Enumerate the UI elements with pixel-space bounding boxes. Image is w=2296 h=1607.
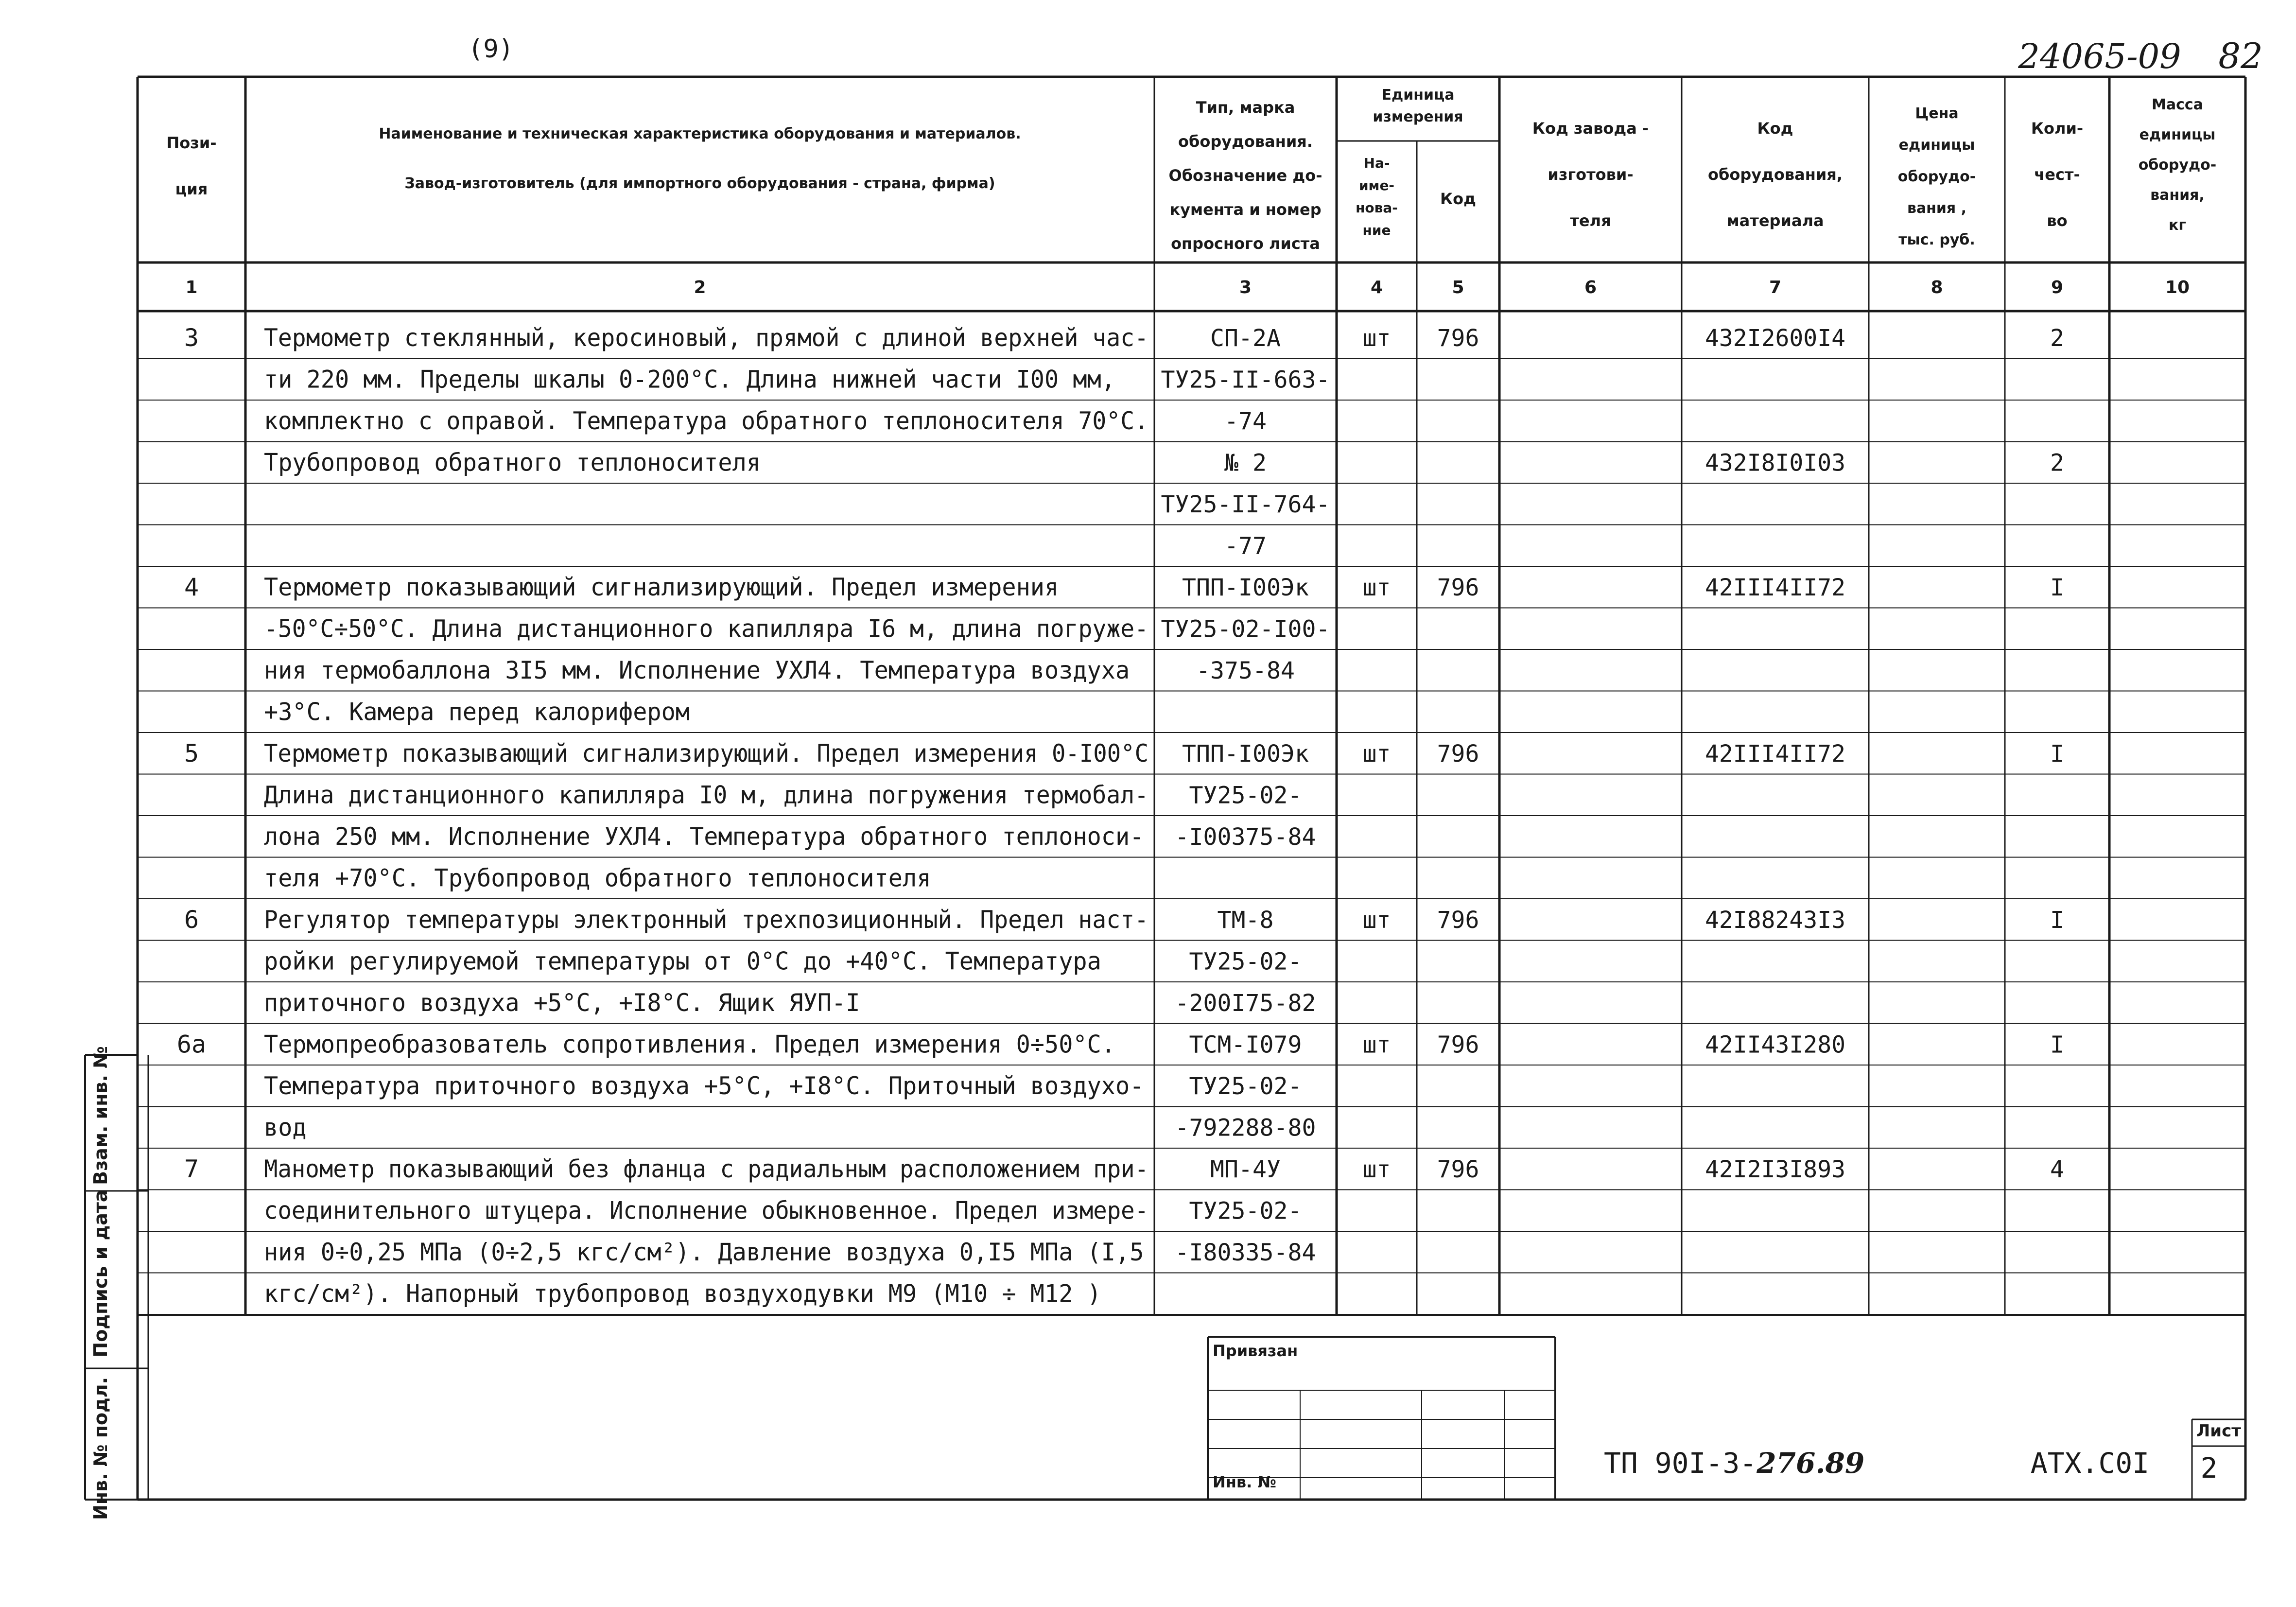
cell-name: комплектно с оправой. Температура обратного теплоносителя 70°С.	[264, 407, 1148, 435]
cell-quantity: 2	[2050, 449, 2064, 477]
cell-type: -I00375-84	[1175, 823, 1316, 851]
cell-name: Термометр показывающий сигнализирующий. Предел измерения 0-I00°С	[264, 739, 1148, 768]
header-maker-code: теля	[1570, 211, 1611, 230]
column-number: 2	[694, 278, 706, 297]
header-mass: вания,	[2150, 187, 2205, 204]
cell-quantity: I	[2050, 1031, 2064, 1059]
handwritten-doc-number: 24065-09	[2018, 36, 2181, 76]
column-number: 9	[2051, 278, 2064, 297]
cell-name: приточного воздуха +5°С, +I8°С. Ящик ЯУП-I	[264, 989, 860, 1017]
cell-type: -792288-80	[1175, 1114, 1316, 1142]
cell-position: 5	[184, 739, 199, 768]
cell-type: -375-84	[1196, 657, 1295, 684]
document-code	[1604, 1447, 1864, 1480]
cell-material-code: 432I8I0I03	[1705, 449, 1845, 477]
inv-no-label: Инв. №	[1213, 1473, 1276, 1491]
cell-name: Термометр показывающий сигнализирующий. Предел измерения	[264, 573, 1059, 601]
cell-position: 6	[184, 906, 199, 934]
cell-name: теля +70°С. Трубопровод обратного теплоносителя	[264, 864, 931, 892]
column-numbers	[185, 278, 2190, 297]
header-maker-code: изготови-	[1548, 165, 1634, 184]
cell-position: 7	[184, 1155, 199, 1183]
column-number: 3	[1239, 278, 1252, 297]
header-price: тыс. руб.	[1898, 231, 1975, 248]
column-number: 4	[1370, 278, 1383, 297]
cell-quantity: 4	[2050, 1156, 2064, 1183]
header-mass: кг	[2168, 217, 2187, 234]
header-type: опросного листа	[1171, 234, 1320, 253]
cell-unit-code: 796	[1437, 325, 1479, 352]
cell-name: Температура приточного воздуха +5°С, +I8°С. Приточный воздухо-	[264, 1072, 1144, 1100]
cell-name: -50°С÷50°С. Длина дистанционного капилляра I6 м, длина погруже-	[264, 614, 1148, 643]
header-price: Цена	[1915, 105, 1959, 122]
column-number: 1	[185, 278, 198, 297]
cell-name: лона 250 мм. Исполнение УХЛ4. Температура обратного теплоноси-	[264, 822, 1144, 851]
cell-type: № 2	[1224, 449, 1267, 477]
cell-type: ТУ25-02-I00-	[1161, 615, 1330, 643]
cell-type: ТУ25-02-	[1189, 1073, 1302, 1100]
cell-quantity: I	[2050, 740, 2064, 768]
cell-quantity: I	[2050, 574, 2064, 601]
cell-name: ния 0÷0,25 МПа (0÷2,5 кгс/см²). Давление воздуха 0,I5 МПа (I,5	[264, 1238, 1144, 1266]
cell-type: ТПП-I00Эк	[1182, 574, 1309, 601]
header-unit-name: ние	[1362, 222, 1391, 238]
header-unit-name: нова-	[1356, 200, 1398, 216]
header-unit-code: Код	[1440, 190, 1476, 208]
cell-unit-code: 796	[1437, 740, 1479, 768]
header-mass: единицы	[2139, 126, 2216, 143]
stamp-signature-date: Подпись и дата	[90, 1189, 111, 1358]
cell-quantity: I	[2050, 907, 2064, 934]
cell-name: соединительного штуцера. Исполнение обыкновенное. Предел измере-	[264, 1196, 1148, 1225]
cell-type: СП-2А	[1210, 325, 1281, 352]
document-code-printed: ТП 90I-3-	[1604, 1447, 1757, 1480]
sheet-number: 2	[2200, 1451, 2218, 1485]
cell-type: ТУ25-02-	[1189, 948, 1302, 976]
header-name: Наименование и техническая характеристика оборудования и материалов.	[379, 125, 1021, 142]
cell-type: ТПП-I00Эк	[1182, 740, 1309, 768]
cell-type: -200I75-82	[1175, 990, 1316, 1017]
cell-material-code: 42II43I280	[1705, 1031, 1845, 1059]
cell-type: ТУ25-II-663-	[1161, 366, 1330, 394]
table-header	[166, 87, 2216, 253]
header-price: оборудо-	[1897, 168, 1976, 185]
header-type: кумента и номер	[1169, 200, 1322, 219]
document-code-handwritten: 276.89	[1757, 1447, 1865, 1480]
sheet-frame	[85, 1055, 2245, 1500]
header-type: оборудования.	[1178, 132, 1313, 151]
column-number: 10	[2165, 278, 2190, 297]
cell-position: 6а	[176, 1030, 207, 1059]
cell-unit-code: 796	[1437, 907, 1479, 934]
cell-name: ройки регулируемой температуры от 0°С до +40°С. Температура	[264, 947, 1101, 976]
cell-name: Термопреобразователь сопротивления. Предел измерения 0÷50°С.	[264, 1030, 1115, 1059]
column-number: 8	[1931, 278, 1943, 297]
cell-type: ТУ25-II-764-	[1161, 491, 1330, 518]
top-note: (9)	[468, 35, 514, 64]
title-block	[1213, 1342, 2241, 1491]
header-maker-code: Код завода -	[1532, 119, 1649, 138]
cell-unit: шт	[1362, 740, 1391, 768]
header-quantity: Коли-	[2031, 119, 2084, 138]
header-mass: Масса	[2152, 96, 2203, 113]
header-unit-group: Единица	[1381, 87, 1455, 104]
cell-unit: шт	[1362, 574, 1391, 601]
header-price: вания ,	[1907, 200, 1967, 217]
side-stamp	[90, 1046, 111, 1520]
cell-type: -74	[1224, 408, 1267, 435]
cell-name: Манометр показывающий без фланца с радиальным расположением при-	[264, 1155, 1148, 1183]
header-position: ция	[175, 180, 208, 198]
header-unit-group: измерения	[1373, 108, 1463, 125]
cell-unit-code: 796	[1437, 1031, 1479, 1059]
cell-unit: шт	[1362, 907, 1391, 934]
cell-name: ти 220 мм. Пределы шкалы 0-200°С. Длина нижней части I00 мм,	[264, 365, 1115, 394]
stamp-inv-podl: Инв. № подл.	[90, 1377, 111, 1520]
cell-material-code: 42III4II72	[1705, 574, 1845, 601]
cell-name: +3°С. Камера перед калорифером	[264, 698, 690, 726]
cell-unit: шт	[1362, 1031, 1391, 1059]
page-number: 82	[2218, 35, 2263, 76]
cell-type: ТУ25-02-	[1189, 1197, 1302, 1225]
cell-type: -77	[1224, 532, 1267, 560]
cell-type: МП-4У	[1210, 1156, 1281, 1183]
header-type: Обозначение до-	[1168, 166, 1322, 185]
cell-material-code: 42III4II72	[1705, 740, 1845, 768]
cell-type: -I80335-84	[1175, 1239, 1316, 1266]
header-price: единицы	[1898, 137, 1975, 154]
header-mass: оборудо-	[2138, 157, 2217, 174]
column-number: 5	[1452, 278, 1464, 297]
sheet-label: Лист	[2196, 1421, 2241, 1441]
header-position: Пози-	[166, 134, 217, 152]
header-name: Завод-изготовитель (для импортного оборудования - страна, фирма)	[404, 175, 995, 192]
cell-name: ния термобаллона 3I5 мм. Исполнение УХЛ4. Температура воздуха	[264, 656, 1130, 684]
column-number: 7	[1769, 278, 1782, 297]
set-code: АТХ.С0I	[2030, 1447, 2150, 1480]
column-number: 6	[1584, 278, 1597, 297]
cell-unit: шт	[1362, 1156, 1391, 1183]
cell-quantity: 2	[2050, 325, 2064, 352]
cell-material-code: 432I2600I4	[1705, 325, 1845, 352]
header-unit-name: На-	[1363, 155, 1390, 171]
header-type: Тип, марка	[1196, 98, 1295, 117]
cell-type: ТСМ-I079	[1189, 1031, 1302, 1059]
cell-name: Трубопровод обратного теплоносителя	[264, 448, 761, 477]
cell-type: ТМ-8	[1217, 907, 1274, 934]
cell-unit: шт	[1362, 325, 1391, 352]
cell-unit-code: 796	[1437, 574, 1479, 601]
stamp-vzam-inv: Взам. инв. №	[90, 1046, 111, 1185]
cell-material-code: 42I2I3I893	[1705, 1156, 1845, 1183]
cell-type: ТУ25-02-	[1189, 782, 1302, 809]
header-quantity: во	[2047, 211, 2068, 230]
cell-name: Регулятор температуры электронный трехпозиционный. Предел наст-	[264, 906, 1148, 934]
header-quantity: чест-	[2034, 165, 2080, 184]
cell-position: 3	[184, 324, 199, 352]
header-material-code: материала	[1726, 211, 1824, 230]
cell-name: Термометр стеклянный, керосиновый, прямой с длиной верхней час-	[264, 324, 1148, 352]
cell-name: кгс/см²). Напорный трубопровод воздуходувки М9 (М10 ÷ М12 )	[264, 1279, 1101, 1308]
cell-material-code: 42I88243I3	[1705, 907, 1845, 934]
header-unit-name: име-	[1358, 177, 1395, 193]
header-material-code: оборудования,	[1708, 165, 1843, 184]
cell-name: вод	[264, 1113, 307, 1142]
header-material-code: Код	[1757, 119, 1793, 138]
privyazan-label: Привязан	[1213, 1342, 1298, 1360]
cell-position: 4	[184, 573, 199, 601]
cell-unit-code: 796	[1437, 1156, 1479, 1183]
cell-name: Длина дистанционного капилляра I0 м, длина погружения термобал-	[264, 781, 1148, 809]
